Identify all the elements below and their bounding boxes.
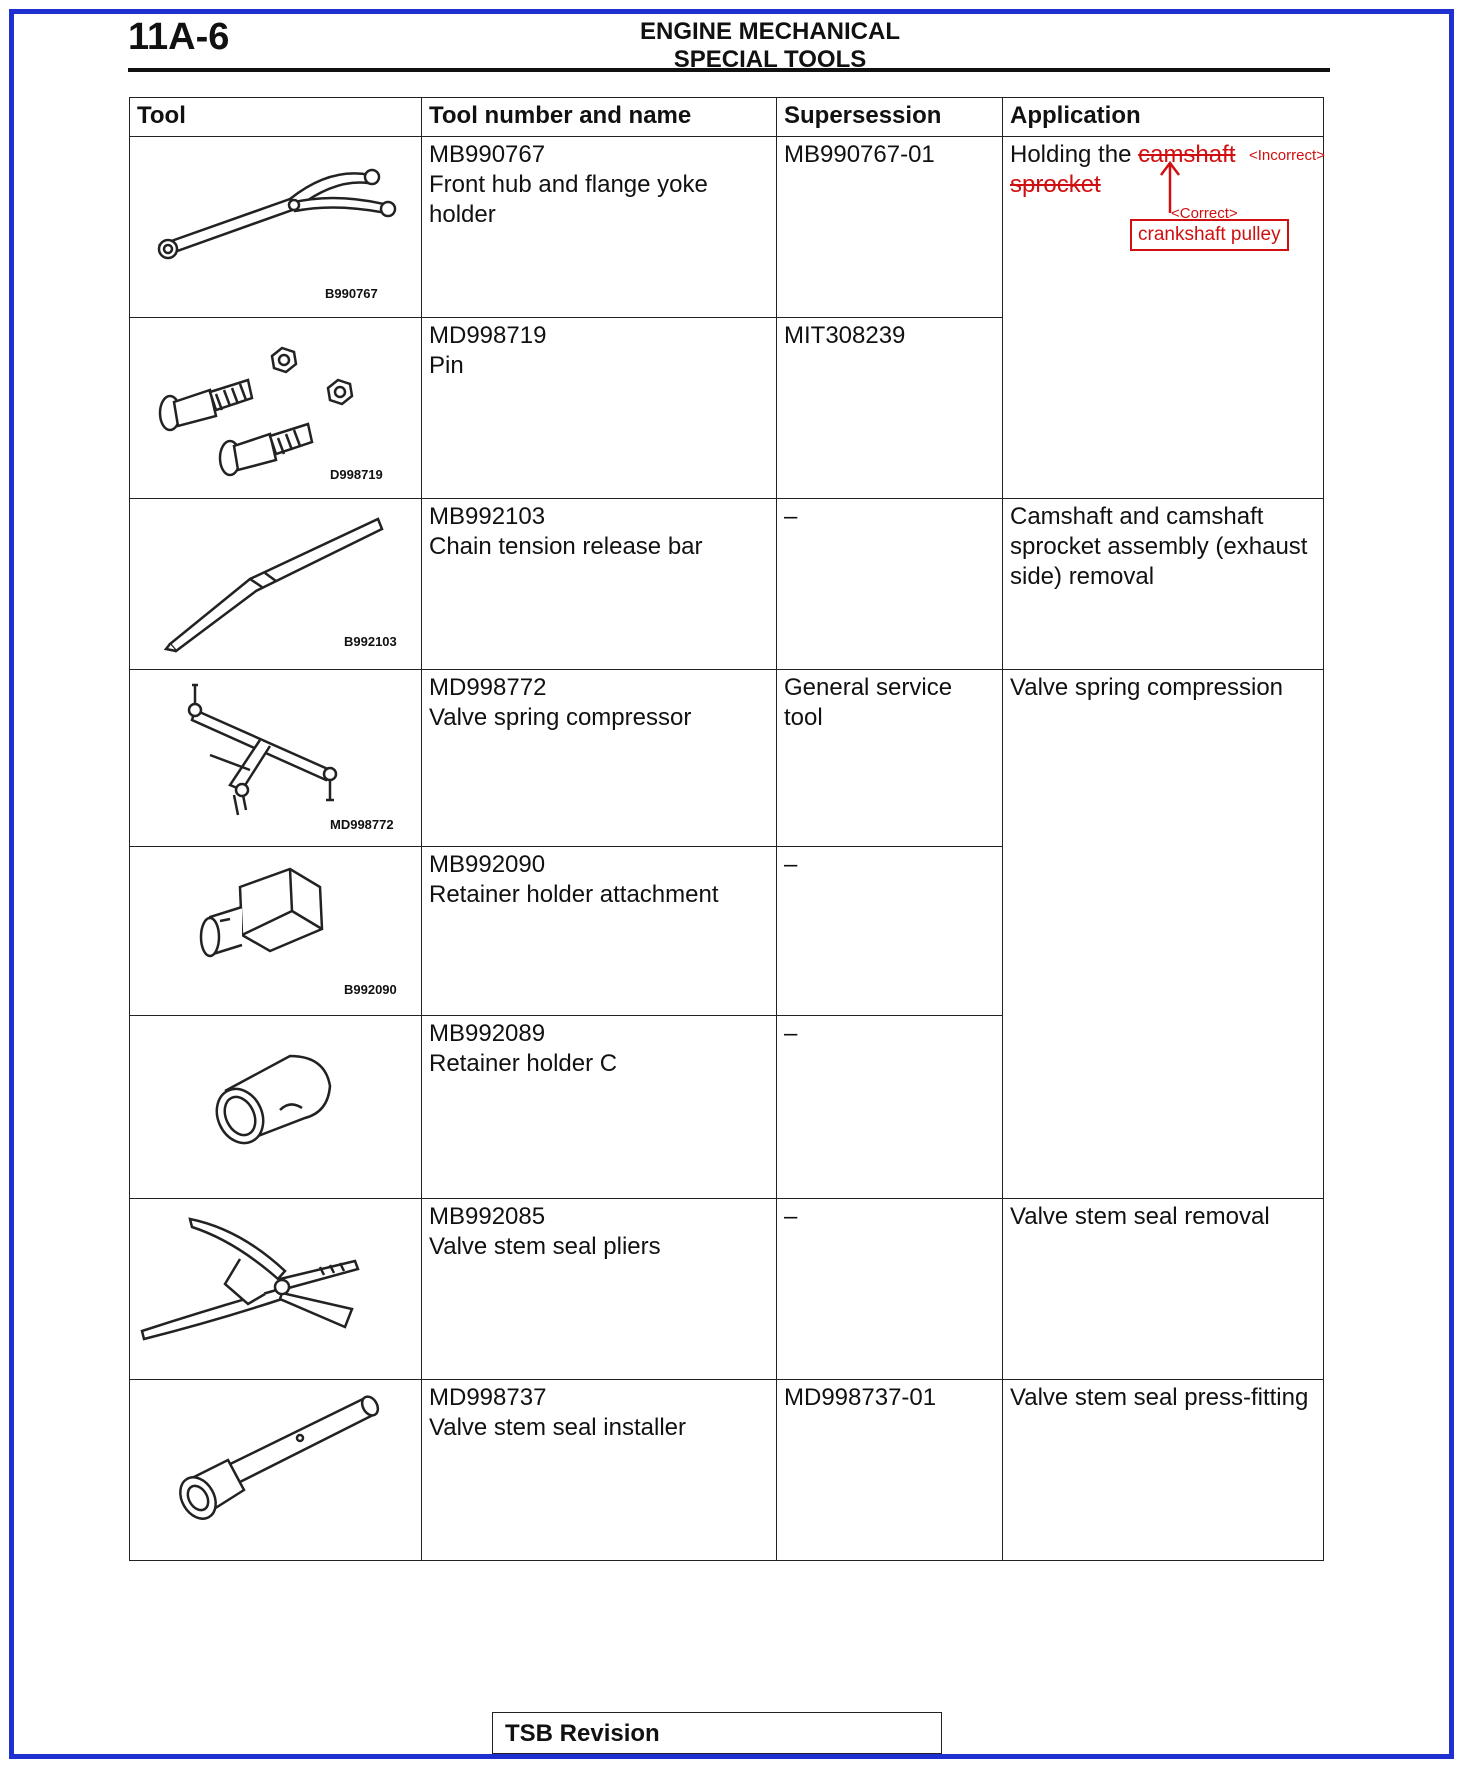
tool-number-cell <box>422 1016 777 1199</box>
supersession-cell: – <box>777 1199 1003 1380</box>
table-row <box>130 499 1324 670</box>
tool-name: Valve spring compressor <box>429 704 692 731</box>
tool-number: MB992085 <box>429 1203 546 1230</box>
supersession-cell: – <box>777 499 1003 670</box>
section-number: 11A-6 <box>128 16 230 58</box>
tool-image-code: MD998772 <box>330 817 394 832</box>
tool-number-cell <box>422 1199 777 1380</box>
tool-name: Valve stem seal pliers <box>429 1233 661 1260</box>
page-title <box>560 18 980 74</box>
correct-label: <Correct> <box>1171 205 1238 222</box>
tool-image-cell <box>130 318 422 499</box>
application-cell-seal-removal: Valve stem seal removal <box>1003 1199 1324 1380</box>
tool-number: MD998719 <box>429 322 547 349</box>
table-header-row <box>130 98 1324 137</box>
supersession-cell: – <box>777 847 1003 1016</box>
retainer-holder-icon <box>130 1016 422 1198</box>
supersession-cell: – <box>777 1016 1003 1199</box>
title-line-2: SPECIAL TOOLS <box>673 46 867 73</box>
seal-pliers-icon <box>130 1199 422 1379</box>
supersession-cell: MD998737-01 <box>777 1380 1003 1561</box>
table-row <box>130 1380 1324 1561</box>
tool-image-cell <box>130 137 422 318</box>
struck-text-camshaft-sprocket: camshaft sprocket <box>1010 141 1236 198</box>
title-line-1: ENGINE MECHANICAL <box>639 18 900 45</box>
tool-number: MB992090 <box>429 851 546 878</box>
tool-image-cell <box>130 1380 422 1561</box>
tool-name: Retainer holder C <box>429 1050 618 1077</box>
tool-number: MD998772 <box>429 674 547 701</box>
tool-number: MB990767 <box>429 141 546 168</box>
tool-image-code: B992103 <box>344 634 397 649</box>
tool-image-cell <box>130 1199 422 1380</box>
tool-number: MB992089 <box>429 1020 546 1047</box>
application-cell-seal-press: Valve stem seal press-fitting <box>1003 1380 1324 1561</box>
tool-number-cell <box>422 137 777 318</box>
tool-name: Valve stem seal installer <box>429 1414 686 1441</box>
tool-image-cell <box>130 670 422 847</box>
application-cell-holding <box>1003 137 1324 499</box>
column-header-tool: Tool <box>130 98 422 137</box>
table-row <box>130 670 1324 847</box>
incorrect-label: <Incorrect> <box>1249 147 1325 164</box>
tool-number-cell <box>422 1380 777 1561</box>
column-header-application: Application <box>1003 98 1324 137</box>
correction-box: crankshaft pulley <box>1130 219 1289 251</box>
tool-number-cell <box>422 499 777 670</box>
table-row <box>130 1199 1324 1380</box>
supersession-cell: MIT308239 <box>777 318 1003 499</box>
tool-image-code: D998719 <box>330 467 383 482</box>
tool-image-cell <box>130 1016 422 1199</box>
footer-box <box>492 1712 942 1754</box>
tool-image-code: B992090 <box>344 982 397 997</box>
tool-name: Front hub and flange yoke holder <box>429 171 708 228</box>
supersession-cell: General service tool <box>777 670 1003 847</box>
supersession-cell: MB990767-01 <box>777 137 1003 318</box>
application-cell-camshaft-removal: Camshaft and camshaft sprocket assembly (exhaust side) removal <box>1003 499 1324 670</box>
tool-number-cell <box>422 847 777 1016</box>
special-tools-table <box>129 97 1324 1561</box>
tool-number-cell <box>422 318 777 499</box>
tool-number: MB992103 <box>429 503 546 530</box>
tool-name: Pin <box>429 352 464 379</box>
application-holding-text: Holding the <box>1010 141 1132 168</box>
application-cell-valve-spring: Valve spring compression <box>1003 670 1324 1199</box>
tool-number: MD998737 <box>429 1384 547 1411</box>
table-row <box>130 137 1324 318</box>
tool-name: Chain tension release bar <box>429 533 703 560</box>
column-header-supersession: Supersession <box>777 98 1003 137</box>
tool-name: Retainer holder attachment <box>429 881 719 908</box>
footer-label: TSB Revision <box>505 1720 660 1747</box>
tool-image-cell <box>130 847 422 1016</box>
tool-image-code: B990767 <box>325 286 378 301</box>
seal-installer-icon <box>130 1380 422 1560</box>
header-rule <box>128 68 1330 72</box>
yoke-holder-icon <box>130 137 422 317</box>
tool-number-cell <box>422 670 777 847</box>
tool-image-cell <box>130 499 422 670</box>
column-header-number: Tool number and name <box>422 98 777 137</box>
